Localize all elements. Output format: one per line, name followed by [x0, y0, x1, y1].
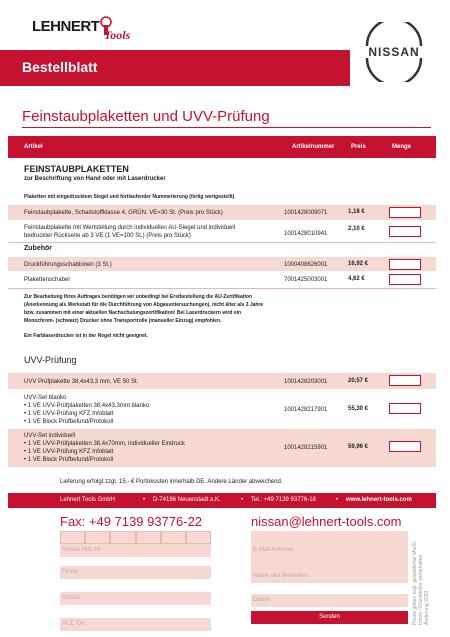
row-desc: Plakettenschaber [24, 277, 71, 283]
row-desc: UVV Prüfplakette 38,4x43,3 mm, VE 50 St. [24, 379, 139, 385]
date-field[interactable] [251, 594, 408, 607]
field-placeholder: Name des Bestellers [253, 573, 309, 579]
dealer-number-boxes[interactable] [60, 531, 211, 544]
side-note-line: Irrtum / Druckfehler vorbehalten. [418, 553, 424, 625]
separator: • [143, 497, 146, 503]
set-line: • 1 VE UVV-Prüfung KFZ Infoblatt [24, 411, 114, 417]
row-sku: 1001428203001 [284, 379, 328, 385]
company-phone: Tel.: +49 7139 93776-18 [251, 497, 316, 503]
quantity-input[interactable] [389, 403, 421, 414]
digit-box[interactable] [85, 531, 110, 544]
side-note-line: Preise gelten zzgl. gesetzlicher MwSt. [412, 540, 418, 625]
city-field[interactable] [60, 618, 211, 631]
tools-logo-text: Tools [104, 28, 131, 42]
row-price: 4,62 € [348, 276, 365, 282]
info-note: Ein Farblaserdrucker ist in der Regel nicht geeignet. [24, 333, 148, 339]
delivery-note: Lieferung erfolgt zzgl. 15,- € Portokosten innerhalb DE. Andere Länder abweichend. [60, 479, 283, 485]
quantity-input[interactable] [389, 259, 421, 270]
separator: • [241, 497, 244, 503]
row-price: 2,10 € [348, 226, 365, 232]
row-desc-line1: Feinstaubplakette mit Wertstellung durch individuelles AU-Siegel und individuell [24, 225, 236, 231]
row-sku: 1001428217901 [284, 407, 328, 413]
section-note-feinstaub: Plaketten mit eingedrucktem Siegel und fortlaufender Nummerierung (fertig wertgestellt) [24, 194, 235, 200]
side-note-line: Änderung 2023 [424, 590, 430, 625]
section-subheading-feinstaub: zur Beschriftung von Hand oder mit Laserdrucker [24, 176, 166, 182]
col-artikel: Artikel [24, 144, 43, 150]
field-placeholder: PLZ, Ort [62, 621, 85, 627]
row-desc: Druckführungsschablonen (3 St.) [24, 262, 112, 268]
separator: • [336, 497, 339, 503]
row-sku: 7001425003001 [284, 277, 328, 283]
section-heading-uvv: UVV-Prüfung [24, 355, 77, 365]
col-preis: Preis [351, 144, 366, 150]
digit-box[interactable] [161, 531, 186, 544]
row-price: 55,30 € [348, 406, 369, 412]
quantity-input[interactable] [389, 375, 421, 386]
digit-box[interactable] [136, 531, 161, 544]
row-sku: 1001428010941 [284, 231, 328, 237]
lehnert-logo-text: LEHNERT [32, 18, 100, 35]
send-button[interactable] [251, 611, 408, 624]
digit-box[interactable] [110, 531, 135, 544]
company-name: Lehnert Tools GmbH [60, 497, 115, 503]
row-sku: 1000408626001 [284, 262, 328, 268]
field-placeholder: Firma [62, 569, 78, 575]
orderer-name-field[interactable] [251, 570, 408, 583]
email-field-extra[interactable] [251, 531, 408, 544]
set-line: • 1 VE UVV-Prüfplaketten 38,4x70mm, individueller Eindruck [24, 441, 185, 447]
row-price: 59,96 € [348, 444, 369, 450]
digit-box[interactable] [186, 531, 211, 544]
send-button-label: Senden [319, 614, 340, 620]
section-heading-feinstaub: FEINSTAUBPLAKETTEN [24, 164, 129, 174]
set-line: • 1 VE Block Prüfbefund/Protokoll [24, 419, 114, 425]
quantity-input[interactable] [389, 274, 421, 285]
order-email[interactable]: nissan@lehnert-tools.com [251, 514, 402, 529]
set-line: • 1 VE Block Prüfbefund/Protokoll [24, 457, 114, 463]
nissan-logo-text: NISSAN [368, 45, 420, 59]
col-menge: Menge [392, 144, 412, 150]
col-artikelnummer: Artikelnummer [292, 144, 335, 150]
set-line: UVV-Set blanko [24, 395, 67, 401]
section-heading-zubehoer: Zubehör [24, 245, 52, 252]
banner-title: Bestellblatt [22, 59, 98, 75]
fax-number: Fax: +49 7139 93776-22 [60, 514, 203, 529]
nissan-logo [355, 22, 433, 82]
row-price: 20,57 € [348, 378, 369, 384]
company-web[interactable]: www.lehnert-tools.com [346, 497, 412, 503]
field-placeholder: Datum [253, 597, 271, 603]
street-field[interactable] [60, 592, 211, 605]
title-divider [22, 127, 431, 128]
row-desc: Feinstaubplakette, Schadstoffklasse 4, GRÜN, VE=30 St. (Preis pro Stück) [24, 210, 223, 216]
set-line: • 1 VE UVV-Prüfplaketten 38,4x43,3mm blanko [24, 403, 150, 409]
company-field[interactable] [60, 566, 211, 579]
row-price: 1,18 € [348, 209, 365, 215]
page-title: Feinstaubplaketten und UVV-Prüfung [22, 108, 270, 125]
nissan-emblem-icon [355, 22, 433, 82]
row-divider [8, 242, 436, 243]
info-line: (Anerkennung als Werkstatt für die Durchführung von Abgasuntersuchungen), nicht älter als 3 Jahre [24, 302, 264, 308]
company-address: D-74196 Neuenstadt a.K. [153, 497, 221, 503]
quantity-input[interactable] [389, 441, 421, 452]
set-line: UVV-Set individuell [24, 433, 76, 439]
table-header [8, 136, 436, 158]
row-divider [8, 288, 436, 289]
field-placeholder: Straße [62, 595, 81, 601]
orderer-name-extra[interactable] [251, 557, 408, 570]
field-placeholder: E-Mail Adresse [253, 547, 294, 553]
title-banner [0, 50, 350, 86]
email-field[interactable] [251, 544, 408, 557]
quantity-input[interactable] [389, 207, 421, 218]
info-line: Zur Bearbeitung Ihres Auftrages benötigen wir unbedingt bei Erstbestellung die AU-Zertifikation [24, 294, 252, 300]
row-sku: 1001428215901 [284, 445, 328, 451]
digit-box[interactable] [60, 531, 85, 544]
quantity-input[interactable] [389, 226, 421, 237]
row-sku: 1001428009071 [284, 210, 328, 216]
lehnert-logo [32, 14, 130, 42]
set-line: • 1 VE UVV-Prüfung KFZ Infoblatt [24, 449, 114, 455]
contact-bar [8, 493, 436, 508]
dealer-number-field[interactable] [60, 544, 211, 557]
row-desc-line2: bedruckter Rückseite ab 3 VE (1 VE=100 St.) (Preis pro Stück) [24, 233, 191, 239]
side-legal-note [412, 535, 430, 625]
row-price: 16,92 € [348, 261, 369, 267]
info-line: Monochrom- (schwarz) Drucker ohne Transportrolle (manueller Einzug) empfohlen. [24, 318, 222, 324]
info-line: bzw. zusammen mit einer aktuellen Nachschulungszertifikation! Bei Laserdruckern wird ein [24, 310, 242, 316]
field-placeholder: Nissan Hdl.-Nr. [62, 547, 103, 553]
